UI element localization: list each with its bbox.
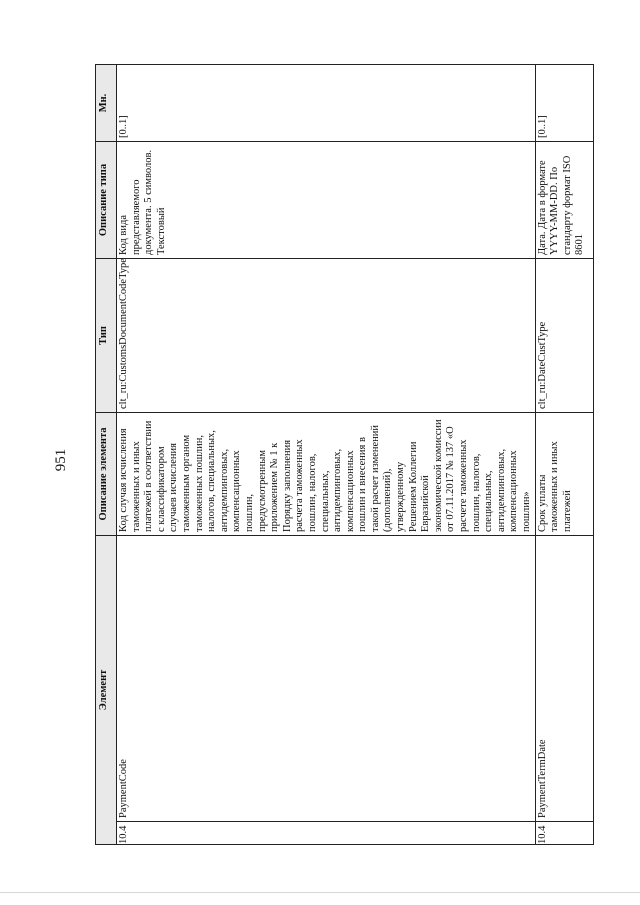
- rotated-table-container: [95, 65, 586, 845]
- element-name: PaymentTermDate: [535, 536, 593, 822]
- type-description: Код вида представляемого документа. 5 символов. Текстовый: [117, 142, 536, 259]
- header-multiplicity: Мн.: [96, 65, 117, 142]
- element-type: clt_ru:CustomsDocumentCodeType: [117, 259, 536, 413]
- page-number: 951: [53, 448, 69, 472]
- multiplicity: [0..1]: [535, 65, 593, 142]
- row-number: 10.4: [117, 822, 536, 845]
- scan-edge-line: [0, 892, 640, 893]
- header-type-description: Описание типа: [96, 142, 117, 259]
- header-type: Тип: [96, 259, 117, 413]
- table-row: [117, 65, 536, 845]
- element-description: Срок уплаты таможенных и иных платежей: [535, 413, 593, 536]
- header-element-description: Описание элемента: [96, 413, 117, 536]
- header-element: Элемент: [96, 536, 117, 845]
- element-type: clt_ru:DateCustType: [535, 259, 593, 413]
- schema-table: [95, 64, 594, 845]
- element-name: PaymentCode: [117, 536, 536, 822]
- table-header-row: [96, 65, 117, 845]
- multiplicity: [0..1]: [117, 65, 536, 142]
- type-description: Дата. Дата в формате YYYY-MM-DD. По стандарту формат ISO 8601: [535, 142, 593, 259]
- row-number: 10.4: [535, 822, 593, 845]
- element-description: Код случая исчисления таможенных и иных платежей в соответствии с классификатором случаев исчисления таможенным органом таможенных пошлин, налогов, специальных, антидемпинговых, компенсационных пошлин, предусмотренным приложением № 1 к Порядку заполнения расчета таможенных пошлин, налогов, специальных, антидемпинговых, компенсационных пошлин и внесения в такой расчет изменений (дополнений), утвержденному Решением Коллегии Евразийской экономической комиссии от 07.11.2017 № 137 «О расчете таможенных пошлин, налогов, специальных, антидемпинговых, компенсационных пошлин»: [117, 413, 536, 536]
- table-row: [535, 65, 593, 845]
